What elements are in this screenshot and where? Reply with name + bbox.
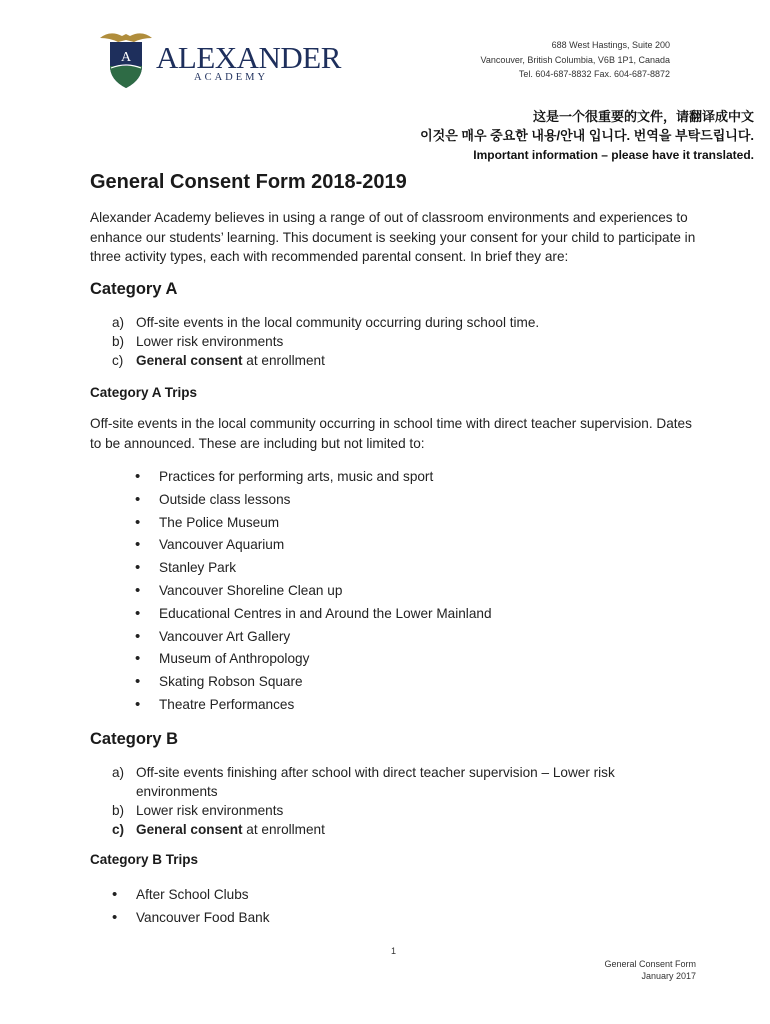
list-item: • Theatre Performances [135, 694, 492, 717]
list-item: • Vancouver Art Gallery [135, 626, 492, 649]
category-b-heading: Category B [90, 730, 179, 748]
list-item: • The Police Museum [135, 512, 492, 535]
school-logo [96, 28, 341, 90]
list-item: • Stanley Park [135, 557, 492, 580]
list-item: c) General consent at enrollment [112, 353, 325, 368]
logo-subtitle: ACADEMY [194, 72, 269, 83]
list-item: • Vancouver Aquarium [135, 534, 492, 557]
address-line: 688 West Hastings, Suite 200 [551, 40, 670, 50]
intro-paragraph: Alexander Academy believes in using a range of out of classroom environments and experiences to enhance our students’ learning. This document is seeking your consent for your child to participate in three activity types, each with recommended parental consent. In brief they are: [90, 210, 696, 264]
category-a-list [90, 313, 539, 370]
page-number: 1 [391, 946, 397, 956]
svg-text:A: A [120, 50, 132, 65]
page-footer [604, 958, 696, 982]
address-line: Tel. 604-687-8832 Fax. 604-687-8872 [518, 69, 670, 79]
address-line: Vancouver, British Columbia, V6B 1P1, Canada [480, 54, 670, 65]
list-item: • Vancouver Food Bank [112, 907, 270, 930]
category-a-trips-heading: Category A Trips [90, 385, 198, 400]
list-item: b) Lower risk environments [112, 334, 284, 349]
list-item: c) General consent at enrollment [112, 822, 325, 837]
list-item: • Museum of Anthropology [135, 648, 492, 671]
page-title: General Consent Form 2018-2019 [90, 171, 407, 193]
list-item: b) Lower risk environments [112, 803, 284, 818]
list-item: • Outside class lessons [135, 489, 492, 512]
crest-icon [96, 28, 156, 90]
category-b-trips-heading: Category B Trips [90, 852, 199, 867]
logo-name: ALEXANDER [156, 40, 341, 75]
category-a-trips-list [135, 466, 492, 717]
footer-line: January 2017 [641, 971, 696, 981]
translation-english: Important information – please have it translated. [473, 148, 754, 162]
school-address [481, 38, 670, 82]
list-item: • Educational Centres in and Around the Lower Mainland [135, 603, 492, 626]
list-item: • After School Clubs [112, 884, 270, 907]
category-a-trips-text: Off-site events in the local community occurring in school time with direct teacher supervision. Dates to be announced. These are including but not limited to: [90, 416, 692, 451]
translation-chinese: 这是一个很重要的文件，请翻译成中文 [532, 109, 754, 124]
list-item: • Skating Robson Square [135, 671, 492, 694]
translation-korean: 이것은 매우 중요한 내용/안내 입니다. 번역을 부탁드립니다. [420, 128, 754, 143]
list-item: a) Off-site events finishing after school with direct teacher supervision – Lower risk environments [112, 765, 615, 799]
translation-notice [420, 108, 754, 164]
category-b-list [90, 763, 650, 839]
list-item: • Practices for performing arts, music and sport [135, 466, 492, 489]
category-a-heading: Category A [90, 280, 178, 298]
list-item: a) Off-site events in the local community occurring during school time. [112, 315, 540, 330]
footer-line: General Consent Form [604, 959, 696, 969]
category-b-trips-list [112, 884, 270, 930]
list-item: • Vancouver Shoreline Clean up [135, 580, 492, 603]
